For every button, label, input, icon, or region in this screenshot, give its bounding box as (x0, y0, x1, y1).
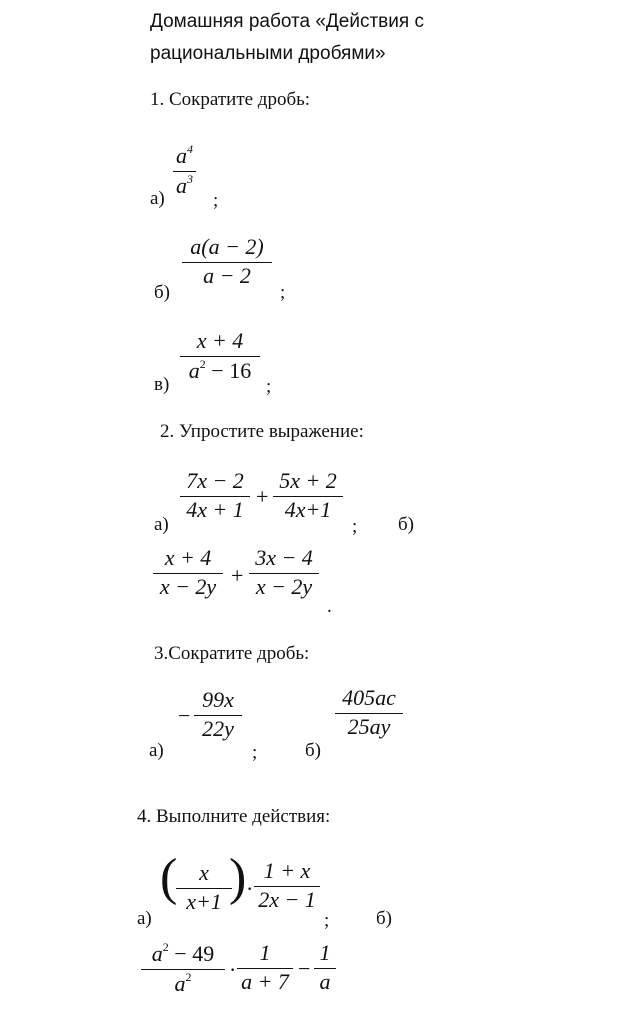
task4-b-fraction-3 (314, 940, 336, 995)
task4-a-f1-numerator: x (199, 860, 209, 885)
task2-heading: 2. Упростите выражение: (160, 421, 364, 442)
task4-a-label: а) (137, 908, 152, 929)
task4-a-left-paren: ( (160, 849, 178, 906)
task2-b-f2-denominator: x − 2y (249, 573, 319, 600)
page-title-line-2: рациональными дробями» (150, 43, 386, 64)
task4-b-f3-numerator: 1 (319, 940, 331, 965)
task1-heading: 1. Сократите дробь: (150, 89, 311, 110)
task2-a-label: а) (154, 514, 169, 535)
task2-b-f2-numerator: 3x − 4 (255, 545, 313, 570)
task2-b-f1-denominator: x − 2y (153, 573, 223, 600)
task2-b-separator: . (327, 596, 332, 617)
task2-a-f1-numerator: 7x − 2 (186, 468, 244, 493)
task1-b-fraction (182, 234, 272, 289)
task1-a-separator: ; (213, 190, 219, 211)
task3-b-label: б) (305, 740, 321, 761)
task1-c-separator: ; (266, 376, 272, 397)
task1-c-label: в) (154, 374, 170, 395)
task2-a-f2-denominator: 4x+1 (273, 496, 343, 523)
task2-b-fraction-1 (153, 545, 223, 600)
task1-b-denominator: a − 2 (182, 262, 272, 289)
task4-b-f1-num-rest: − 49 (168, 941, 215, 966)
task2-b-operator: + (231, 563, 244, 588)
task1-a-num-exp: 4 (187, 142, 193, 156)
task1-a-fraction (173, 142, 196, 199)
task4-a-fraction-2 (254, 858, 320, 913)
task3-a-fraction (194, 687, 242, 742)
task3-a-separator: ; (252, 742, 258, 763)
task1-a-num-base: a (176, 143, 187, 168)
task4-b-f2-numerator: 1 (259, 940, 271, 965)
task3-a-denominator: 22y (194, 715, 242, 742)
task4-a-separator: ; (324, 910, 330, 931)
task1-c-numerator: x + 4 (196, 328, 244, 353)
task4-a-f2-denominator: 2x − 1 (254, 886, 320, 913)
task2-b-f1-numerator: x + 4 (164, 545, 212, 570)
task2-a-fraction-2 (273, 468, 343, 523)
task1-a-den-base: a (176, 173, 187, 198)
task3-a-label: а) (149, 740, 164, 761)
task1-c-fraction (180, 328, 260, 384)
task2-a-f1-denominator: 4x + 1 (180, 496, 250, 523)
task4-a-f2-numerator: 1 + x (263, 858, 311, 883)
task4-b-fraction-2 (237, 940, 293, 995)
task4-a-operator: · (246, 876, 254, 901)
task4-b-fraction-1 (141, 940, 225, 997)
task4-b-f1-den-base: a (174, 971, 186, 996)
task2-a-operator: + (256, 484, 269, 509)
task4-a-f1-denominator: x+1 (176, 888, 232, 915)
task3-heading: 3.Сократите дробь: (154, 643, 310, 664)
task3-a-numerator: 99x (202, 687, 234, 712)
task3-a-sign: − (178, 703, 191, 728)
task3-b-fraction (335, 685, 403, 740)
task1-c-den-exp: 2 (199, 357, 206, 371)
task4-b-operator-1: · (229, 957, 237, 982)
task2-a-fraction-1 (180, 468, 250, 523)
task3-b-denominator: 25ay (335, 713, 403, 740)
task4-a-fraction-1 (176, 860, 232, 915)
task2-a-separator: ; (352, 516, 358, 537)
task4-b-label: б) (376, 908, 392, 929)
task4-b-f1-num-base: a (151, 941, 163, 966)
task4-b-f2-denominator: a + 7 (237, 968, 293, 995)
task4-b-f3-denominator: a (314, 968, 336, 995)
task4-b-operator-2: − (298, 956, 311, 981)
page-title-line-1: Домашняя работа «Действия с (150, 11, 424, 32)
task1-b-numerator: a(a − 2) (190, 234, 264, 259)
task1-c-den-base: a (188, 358, 200, 383)
task4-heading: 4. Выполните действия: (137, 806, 331, 827)
task4-b-f1-num-exp: 2 (162, 940, 169, 954)
task1-b-separator: ; (280, 282, 286, 303)
task1-b-label: б) (154, 282, 170, 303)
task2-b-label: б) (398, 514, 414, 535)
task1-a-label: а) (150, 188, 165, 209)
task1-a-den-exp: 3 (187, 172, 193, 186)
task1-c-den-rest: − 16 (205, 358, 252, 383)
task2-b-fraction-2 (249, 545, 319, 600)
task4-a-right-paren: ) (229, 849, 247, 906)
task2-a-f2-numerator: 5x + 2 (279, 468, 337, 493)
task3-b-numerator: 405ac (342, 685, 396, 710)
task4-b-f1-den-exp: 2 (185, 970, 192, 984)
